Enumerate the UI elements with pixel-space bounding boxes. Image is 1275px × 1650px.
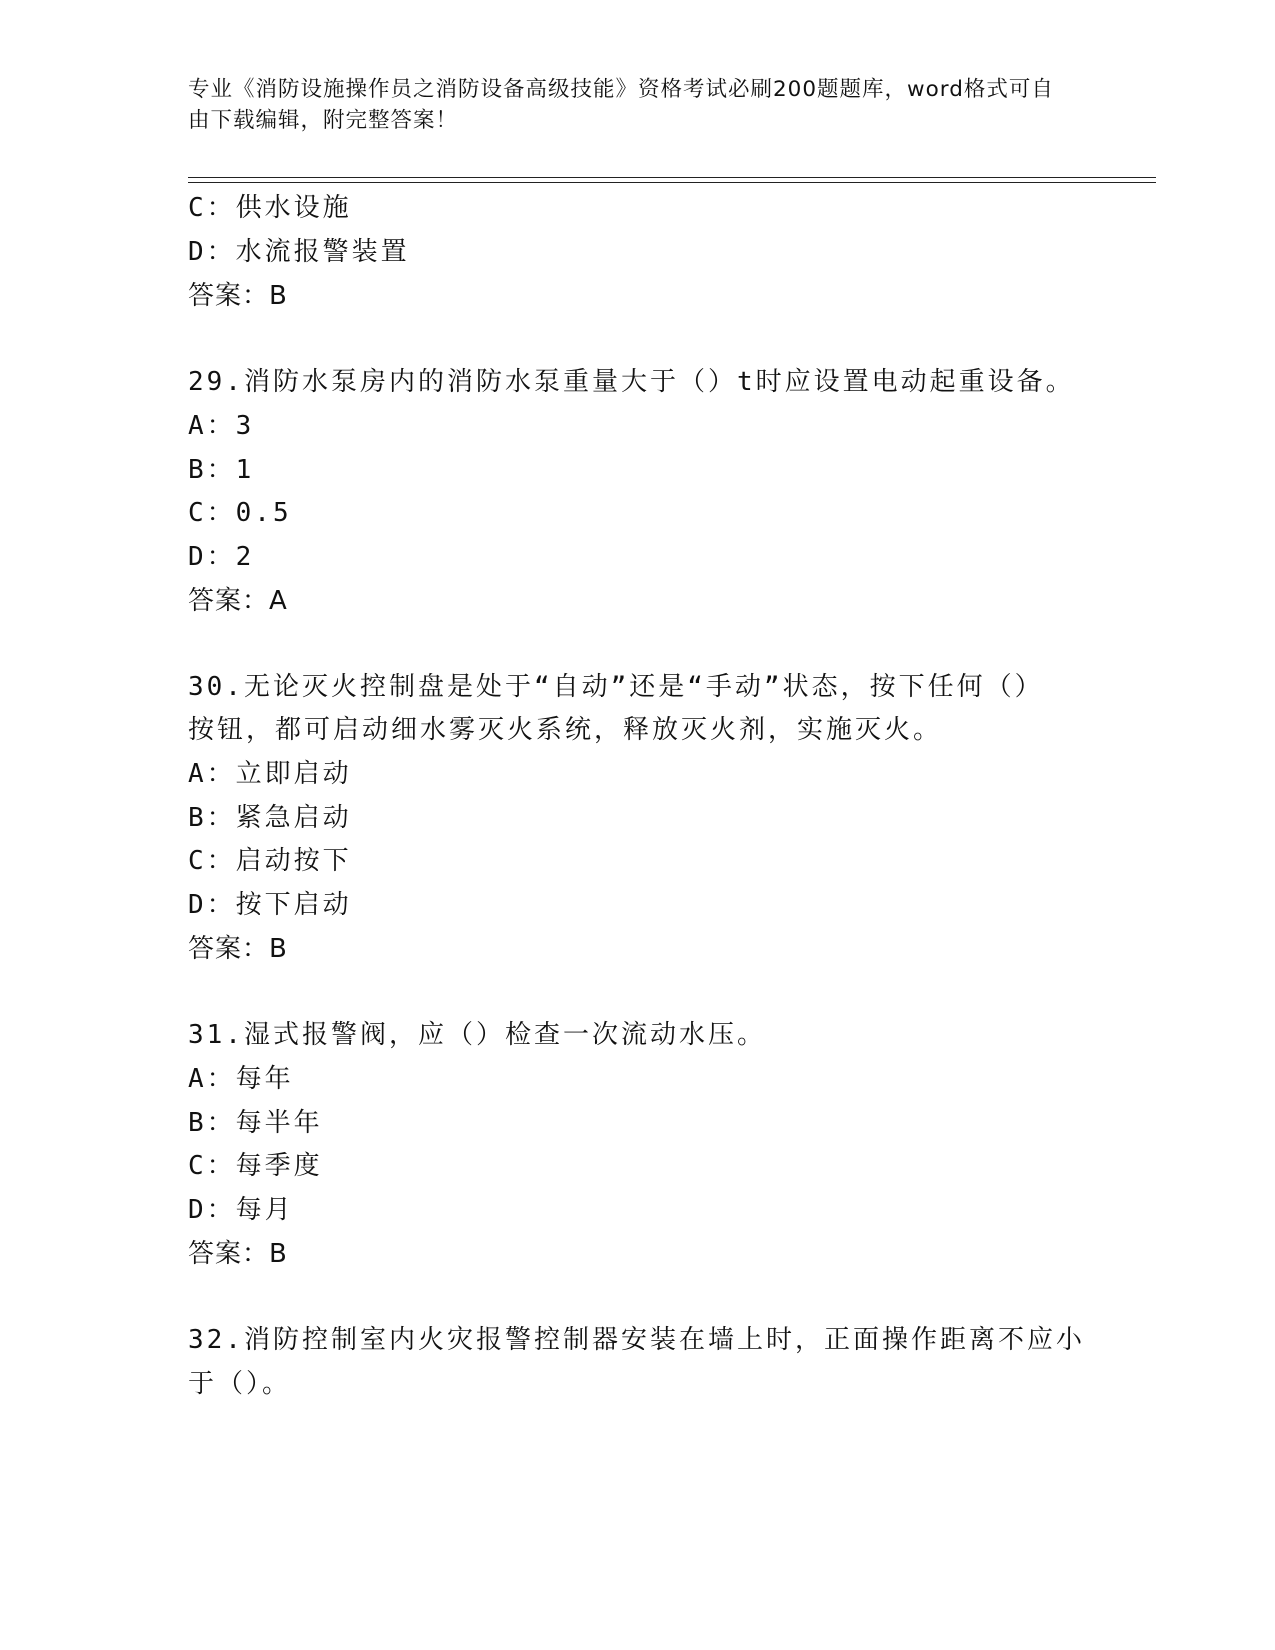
header-divider-top <box>188 177 1156 178</box>
answer: 答案：B <box>188 281 288 311</box>
question-30-stem-line-2: 按钮，都可启动细水雾灭火系统，释放灭火剂，实施灭火。 <box>188 715 943 745</box>
answer: 答案：B <box>188 1239 288 1269</box>
option-d: D：按下启动 <box>188 890 352 920</box>
option-b: B：紧急启动 <box>188 803 352 833</box>
document-header: 专业《消防设施操作员之消防设备高级技能》资格考试必刷200题题库，word格式可自由下载编辑，附完整答案！ <box>188 77 1054 133</box>
option-a: A：3 <box>188 411 255 441</box>
option-d: D：2 <box>188 542 255 572</box>
option-c: C：启动按下 <box>188 846 352 876</box>
option-c: C：供水设施 <box>188 193 352 223</box>
option-d: D：每月 <box>188 1195 294 1225</box>
option-c: C：0.5 <box>188 498 292 528</box>
option-b: B：1 <box>188 455 255 485</box>
question-32-stem-line-2: 于（）。 <box>188 1369 292 1399</box>
answer: 答案：B <box>188 934 288 964</box>
answer: 答案：A <box>188 586 288 616</box>
option-d: D：水流报警装置 <box>188 237 410 267</box>
question-30-stem-line-1: 30.无论灭火控制盘是处于“自动”还是“手动”状态，按下任何（） <box>188 672 1044 702</box>
option-b: B：每半年 <box>188 1108 323 1138</box>
question-31-stem: 31.湿式报警阀，应（）检查一次流动水压。 <box>188 1020 766 1050</box>
option-c: C：每季度 <box>188 1151 323 1181</box>
question-29-stem: 29.消防水泵房内的消防水泵重量大于（）t时应设置电动起重设备。 <box>188 367 1075 397</box>
header-divider-bottom <box>188 182 1156 183</box>
question-32-stem-line-1: 32.消防控制室内火灾报警控制器安装在墙上时，正面操作距离不应小 <box>188 1325 1085 1355</box>
option-a: A：立即启动 <box>188 759 352 789</box>
option-a: A：每年 <box>188 1064 294 1094</box>
